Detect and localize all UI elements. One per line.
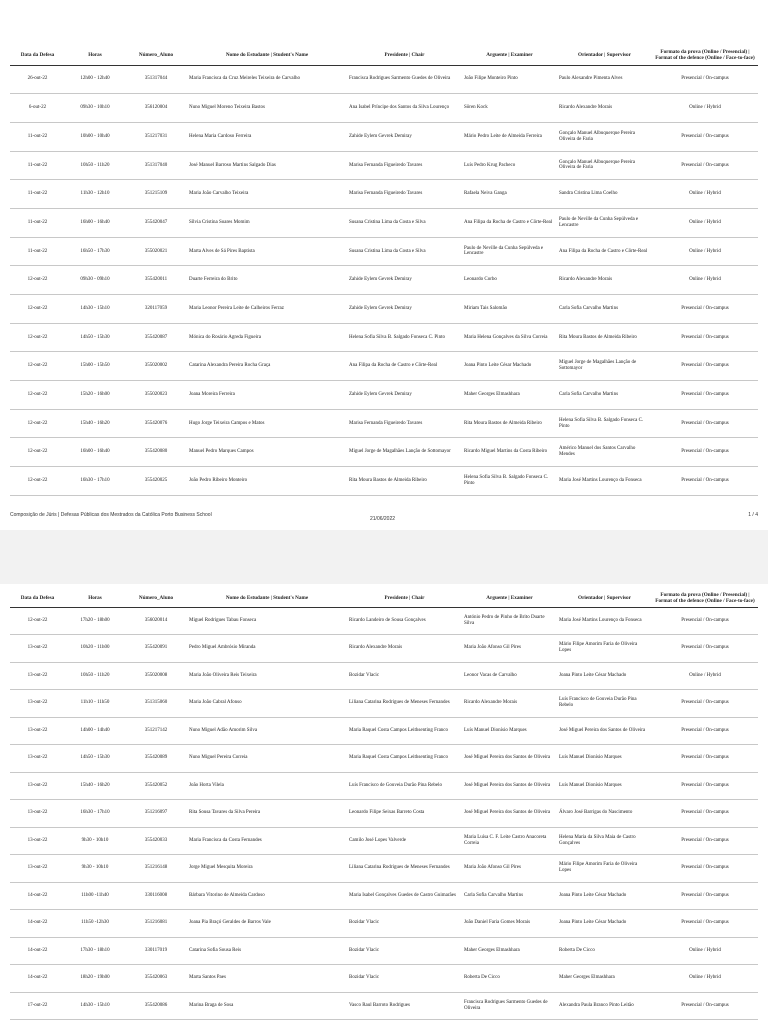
cell-student-number: 351317044 bbox=[125, 65, 187, 94]
cell-chair: Marisa Fernanda Figueiredo Tavares bbox=[347, 180, 462, 209]
cell-student-name: Sílvia Cristina Soares Momim bbox=[187, 208, 347, 237]
cell-student-name: Maria João Cabral Afonso bbox=[187, 690, 347, 718]
cell-chair: Camilo José Lopes Valverde bbox=[347, 827, 462, 855]
cell-defense-format: Online / Hybrid bbox=[652, 180, 758, 209]
cell-student-name: Miguel Rodrigues Tabau Fonseca bbox=[187, 607, 347, 635]
cell-chair: Leonardo Filipe Seixas Barreto Costa bbox=[347, 800, 462, 828]
cell-student-name: Maria Francisca da Cruz Meireles Teixeira de Carvalho bbox=[187, 65, 347, 94]
cell-examiner: Miriam Tais Salomão bbox=[462, 295, 557, 324]
cell-examiner: Maria João Afonso Gil Pires bbox=[462, 635, 557, 663]
cell-defense-date: 11-out-22 bbox=[10, 151, 65, 180]
cell-student-number: 355420052 bbox=[125, 772, 187, 800]
cell-examiner: Roberta De Cicco bbox=[462, 965, 557, 993]
cell-examiner: Maria Luísa C. F. Leite Castro Anacoreta Correia bbox=[462, 827, 557, 855]
cell-chair: Ricardo Alexandre Morais bbox=[347, 635, 462, 663]
cell-examiner: Ricardo Miguel Martins da Costa Ribeiro bbox=[462, 438, 557, 467]
cell-chair: Susana Cristina Lima da Costa e Silva bbox=[347, 208, 462, 237]
cell-defense-date: 12-out-22 bbox=[10, 266, 65, 295]
page-footer bbox=[10, 512, 758, 524]
cell-time-slot: 17h30 - 18h10 bbox=[65, 937, 125, 965]
cell-chair: Bozidar Vlacic bbox=[347, 937, 462, 965]
cell-supervisor: Mário Filipe Amorim Faria de Oliveira Lopes bbox=[557, 855, 652, 883]
cell-defense-date: 12-out-22 bbox=[10, 409, 65, 438]
cell-time-slot: 09h30 - 10h10 bbox=[65, 94, 125, 123]
cell-student-name: Mónica do Rosário Agreda Figueira bbox=[187, 323, 347, 352]
table-row bbox=[10, 882, 758, 910]
cell-student-number: 355420080 bbox=[125, 438, 187, 467]
cell-student-number: 355420033 bbox=[125, 827, 187, 855]
cell-defense-format: Presencial / On-campus bbox=[652, 800, 758, 828]
cell-examiner: Maher Georges Elmashhara bbox=[462, 937, 557, 965]
cell-student-name: Catarina Alexandra Pereira Rocha Graça bbox=[187, 352, 347, 381]
cell-time-slot: 15h00 - 15h50 bbox=[65, 352, 125, 381]
cell-student-number: 355420047 bbox=[125, 208, 187, 237]
cell-chair: Liliana Catarina Rodrigues de Meneses Fernandes bbox=[347, 690, 462, 718]
cell-time-slot: 14h50 - 15h30 bbox=[65, 745, 125, 773]
cell-time-slot: 10h20 - 11h00 bbox=[65, 635, 125, 663]
cell-student-number: 330116008 bbox=[125, 882, 187, 910]
cell-defense-format: Presencial / On-campus bbox=[652, 882, 758, 910]
cell-examiner: Rafaela Neiva Ganga bbox=[462, 180, 557, 209]
cell-examiner: João Filipe Monteiro Pinto bbox=[462, 65, 557, 94]
cell-student-name: Manuel Pedro Marques Campos bbox=[187, 438, 347, 467]
cell-student-number: 320117059 bbox=[125, 295, 187, 324]
cell-student-number: 351216081 bbox=[125, 910, 187, 938]
cell-time-slot: 15h40 - 16h20 bbox=[65, 772, 125, 800]
column-header-defense-format: Formato da prova (Online / Presencial) | Format of the defence (Online / Face-to-face) bbox=[652, 47, 758, 65]
cell-supervisor: Joana Pinto Leite César Machado bbox=[557, 662, 652, 690]
cell-defense-format: Presencial / On-campus bbox=[652, 295, 758, 324]
cell-student-number: 351216097 bbox=[125, 800, 187, 828]
footer-date: 21/06/2022 bbox=[370, 516, 396, 522]
cell-defense-format: Presencial / On-campus bbox=[652, 992, 758, 1020]
cell-supervisor: Luís Francisco de Gouveia Durão Pina Rebelo bbox=[557, 690, 652, 718]
cell-chair: Marisa Fernanda Figueiredo Tavares bbox=[347, 151, 462, 180]
cell-student-name: Nuno Miguel Adão Amorim Silva bbox=[187, 717, 347, 745]
cell-time-slot: 11h50 -12h30 bbox=[65, 910, 125, 938]
cell-chair: Zahide Eylem Gevrek Demiray bbox=[347, 295, 462, 324]
table-row bbox=[10, 180, 758, 209]
table-row bbox=[10, 208, 758, 237]
cell-student-name: Pedro Miguel Ambrósio Miranda bbox=[187, 635, 347, 663]
table-row bbox=[10, 352, 758, 381]
table-row bbox=[10, 151, 758, 180]
cell-time-slot: 15h20 - 16h00 bbox=[65, 381, 125, 410]
cell-time-slot: 14h00 - 14h40 bbox=[65, 717, 125, 745]
cell-student-name: Duarte Ferreira do Brito bbox=[187, 266, 347, 295]
cell-student-number: 355420091 bbox=[125, 635, 187, 663]
cell-time-slot: 16h30 - 17h10 bbox=[65, 467, 125, 496]
cell-defense-date: 13-out-22 bbox=[10, 855, 65, 883]
cell-time-slot: 16h30 - 17h10 bbox=[65, 800, 125, 828]
footer-title: Composição de Júris | Defesas Públicas dos Mestrados da Católica Porto Business School bbox=[10, 512, 212, 518]
column-header-chair: Presidente | Chair bbox=[347, 47, 462, 65]
cell-defense-format: Presencial / On-campus bbox=[652, 65, 758, 94]
table-row bbox=[10, 855, 758, 883]
table-row bbox=[10, 800, 758, 828]
cell-examiner: Leonardo Corbo bbox=[462, 266, 557, 295]
cell-time-slot: 11h00 -11h40 bbox=[65, 882, 125, 910]
cell-time-slot: 16h00 - 16h40 bbox=[65, 438, 125, 467]
column-header-supervisor: Orientador | Supervisor bbox=[557, 47, 652, 65]
cell-defense-format: Presencial / On-campus bbox=[652, 381, 758, 410]
cell-defense-date: 14-out-22 bbox=[10, 910, 65, 938]
table-row bbox=[10, 992, 758, 1020]
cell-defense-format: Presencial / On-campus bbox=[652, 122, 758, 151]
column-header-defense-date: Data da Defesa bbox=[10, 47, 65, 65]
cell-student-name: Marta Alves de Sá Pires Baptista bbox=[187, 237, 347, 266]
cell-examiner: Sören Kock bbox=[462, 94, 557, 123]
cell-chair: Liliana Catarina Rodrigues de Meneses Fernandes bbox=[347, 855, 462, 883]
table-row bbox=[10, 965, 758, 993]
cell-supervisor: Paulo Alexandre Pimenta Alves bbox=[557, 65, 652, 94]
cell-supervisor: Luís Manuel Dionísio Marques bbox=[557, 772, 652, 800]
table-row bbox=[10, 717, 758, 745]
cell-defense-date: 12-out-22 bbox=[10, 607, 65, 635]
cell-chair: Ana Filipa da Rocha de Castro e Côrte-Real bbox=[347, 352, 462, 381]
cell-chair: Bozidar Vlacic bbox=[347, 910, 462, 938]
cell-defense-format: Online / Hybrid bbox=[652, 208, 758, 237]
cell-defense-date: 11-out-22 bbox=[10, 180, 65, 209]
cell-examiner: Luís Manuel Dionísio Marques bbox=[462, 717, 557, 745]
cell-chair: Rita Moura Bastos de Almeida Ribeiro bbox=[347, 467, 462, 496]
cell-supervisor: Joana Pinto Leite César Machado bbox=[557, 910, 652, 938]
cell-student-name: Helena Maria Cardoso Ferreira bbox=[187, 122, 347, 151]
cell-defense-date: 17-out-22 bbox=[10, 992, 65, 1020]
cell-student-number: 355420063 bbox=[125, 965, 187, 993]
footer-page-number: 1 / 4 bbox=[748, 512, 758, 518]
cell-defense-date: 14-out-22 bbox=[10, 882, 65, 910]
cell-examiner: Leonor Vacas de Carvalho bbox=[462, 662, 557, 690]
cell-defense-date: 13-out-22 bbox=[10, 827, 65, 855]
cell-defense-date: 13-out-22 bbox=[10, 800, 65, 828]
cell-defense-format: Presencial / On-campus bbox=[652, 772, 758, 800]
cell-student-number: 356120004 bbox=[125, 94, 187, 123]
cell-student-number: 351215109 bbox=[125, 180, 187, 209]
cell-student-name: Marta Santos Paes bbox=[187, 965, 347, 993]
cell-student-number: 355020021 bbox=[125, 237, 187, 266]
column-header-defense-format: Formato da prova (Online / Presencial) | Format of the defence (Online / Face-to-face) bbox=[652, 591, 758, 607]
cell-chair: Bozidar Vlacic bbox=[347, 965, 462, 993]
cell-student-number: 355020023 bbox=[125, 381, 187, 410]
cell-time-slot: 10h50 - 11h20 bbox=[65, 662, 125, 690]
table-row bbox=[10, 122, 758, 151]
cell-supervisor: Maria José Martins Lourenço da Fonseca bbox=[557, 467, 652, 496]
cell-examiner: Maria Helena Gonçalves da Silva Correia bbox=[462, 323, 557, 352]
cell-time-slot: 9h30 - 10h10 bbox=[65, 827, 125, 855]
cell-student-number: 355420025 bbox=[125, 467, 187, 496]
cell-student-name: Bárbara Vitorino de Almeida Cardoso bbox=[187, 882, 347, 910]
cell-supervisor: Gonçalo Manuel Albuquerque Pereira Oliveira de Faria bbox=[557, 151, 652, 180]
table-row bbox=[10, 662, 758, 690]
cell-defense-date: 12-out-22 bbox=[10, 467, 65, 496]
cell-supervisor: Alexandra Paula Branco Pinto Leitão bbox=[557, 992, 652, 1020]
cell-student-name: Hugo Jorge Teixeira Campos e Matos bbox=[187, 409, 347, 438]
schedule-table bbox=[10, 591, 758, 1020]
cell-supervisor: Miguel Jorge de Magalhães Lanção de Sottomayor bbox=[557, 352, 652, 381]
cell-defense-date: 12-out-22 bbox=[10, 352, 65, 381]
cell-chair: Maria Raquel Costa Campos Leithsenting Franco bbox=[347, 745, 462, 773]
cell-defense-date: 12-out-22 bbox=[10, 381, 65, 410]
cell-chair: Miguel Jorge de Magalhães Lanção de Sottomayor bbox=[347, 438, 462, 467]
cell-supervisor: Roberta De Cicco bbox=[557, 937, 652, 965]
cell-student-name: João Pedro Ribeiro Monteiro bbox=[187, 467, 347, 496]
cell-time-slot: 16h00 - 16h40 bbox=[65, 208, 125, 237]
cell-supervisor: José Miguel Pereira dos Santos de Oliveira bbox=[557, 717, 652, 745]
table-header-row bbox=[10, 47, 758, 65]
column-header-examiner: Arguente | Examiner bbox=[462, 47, 557, 65]
cell-chair: Maria Isabel Gonçalves Guedes de Castro Guimarães bbox=[347, 882, 462, 910]
cell-student-number: 356020014 bbox=[125, 607, 187, 635]
cell-defense-format: Presencial / On-campus bbox=[652, 745, 758, 773]
cell-supervisor: Ricardo Alexandre Morais bbox=[557, 94, 652, 123]
cell-student-name: Nuno Miguel Moreno Teixeira Bastos bbox=[187, 94, 347, 123]
cell-defense-date: 6-out-22 bbox=[10, 94, 65, 123]
table-row bbox=[10, 94, 758, 123]
cell-defense-date: 13-out-22 bbox=[10, 635, 65, 663]
cell-supervisor: Sandra Cristina Lima Coelho bbox=[557, 180, 652, 209]
cell-chair: Marisa Fernanda Figueiredo Tavares bbox=[347, 409, 462, 438]
column-header-time-slot: Horas bbox=[65, 47, 125, 65]
cell-student-number: 355020002 bbox=[125, 352, 187, 381]
cell-time-slot: 14h30 - 15h10 bbox=[65, 992, 125, 1020]
cell-time-slot: 15h40 - 16h20 bbox=[65, 409, 125, 438]
cell-defense-date: 12-out-22 bbox=[10, 438, 65, 467]
table-row bbox=[10, 607, 758, 635]
column-header-student-name: Nome do Estudante | Student's Name bbox=[187, 591, 347, 607]
cell-student-name: Rita Sousa Tavares da Silva Pereira bbox=[187, 800, 347, 828]
cell-defense-format: Online / Hybrid bbox=[652, 94, 758, 123]
cell-chair: Susana Cristina Lima da Costa e Silva bbox=[347, 237, 462, 266]
cell-time-slot: 14h30 - 15h10 bbox=[65, 295, 125, 324]
cell-examiner: Helena Sofia Silva B. Salgado Fonseca C. Pinto bbox=[462, 467, 557, 496]
cell-defense-date: 13-out-22 bbox=[10, 662, 65, 690]
cell-defense-format: Presencial / On-campus bbox=[652, 690, 758, 718]
column-header-student-number: Número_Aluno bbox=[125, 591, 187, 607]
cell-time-slot: 16h50 - 17h30 bbox=[65, 237, 125, 266]
cell-examiner: Joana Pinto Leite César Machado bbox=[462, 352, 557, 381]
cell-examiner: Mário Pedro Leite de Almeida Ferreira bbox=[462, 122, 557, 151]
table-row bbox=[10, 635, 758, 663]
cell-defense-format: Presencial / On-campus bbox=[652, 352, 758, 381]
table-row bbox=[10, 266, 758, 295]
column-header-examiner: Arguente | Examiner bbox=[462, 591, 557, 607]
document-page-2 bbox=[0, 584, 768, 1024]
cell-supervisor: Américo Manuel dos Santos Carvalho Mendes bbox=[557, 438, 652, 467]
cell-defense-format: Presencial / On-campus bbox=[652, 438, 758, 467]
cell-chair: Bozidar Vlacic bbox=[347, 662, 462, 690]
cell-defense-format: Presencial / On-campus bbox=[652, 717, 758, 745]
cell-defense-format: Presencial / On-campus bbox=[652, 855, 758, 883]
cell-student-number: 351315060 bbox=[125, 690, 187, 718]
cell-examiner: Maher Georges Elmashhara bbox=[462, 381, 557, 410]
cell-time-slot: 10h00 - 10h40 bbox=[65, 122, 125, 151]
cell-student-name: Marina Braga de Sosa bbox=[187, 992, 347, 1020]
cell-supervisor: Ricardo Alexandre Morais bbox=[557, 266, 652, 295]
cell-defense-format: Presencial / On-campus bbox=[652, 151, 758, 180]
cell-supervisor: Carla Sofia Carvalho Martins bbox=[557, 381, 652, 410]
cell-defense-date: 12-out-22 bbox=[10, 323, 65, 352]
cell-examiner: Maria João Afonso Gil Pires bbox=[462, 855, 557, 883]
cell-time-slot: 11h30 - 12h10 bbox=[65, 180, 125, 209]
cell-student-name: Jorge Miguel Mesquita Moreira bbox=[187, 855, 347, 883]
cell-supervisor: Paulo de Neville da Cunha Sepúlveda e Lencastre bbox=[557, 208, 652, 237]
cell-student-number: 355420011 bbox=[125, 266, 187, 295]
cell-time-slot: 09h30 - 09h10 bbox=[65, 266, 125, 295]
cell-time-slot: 12h00 - 12h40 bbox=[65, 65, 125, 94]
cell-examiner: José Miguel Pereira dos Santos de Oliveira bbox=[462, 745, 557, 773]
cell-examiner: José Miguel Pereira dos Santos de Oliveira bbox=[462, 772, 557, 800]
table-row bbox=[10, 910, 758, 938]
table-row bbox=[10, 237, 758, 266]
table-row bbox=[10, 690, 758, 718]
table-header-row bbox=[10, 591, 758, 607]
cell-chair: Vasco Raul Barroto Rodrigues bbox=[347, 992, 462, 1020]
cell-student-number: 351217142 bbox=[125, 717, 187, 745]
cell-defense-format: Presencial / On-campus bbox=[652, 910, 758, 938]
cell-defense-format: Online / Hybrid bbox=[652, 662, 758, 690]
cell-chair: Luís Francisco de Gouveia Durão Pina Rebelo bbox=[347, 772, 462, 800]
cell-student-number: 330117019 bbox=[125, 937, 187, 965]
cell-student-name: Maria Leonor Pereira Leite de Calheiros Ferraz bbox=[187, 295, 347, 324]
cell-supervisor: Gonçalo Manuel Albuquerque Pereira Oliveira de Faria bbox=[557, 122, 652, 151]
cell-time-slot: 11h10 - 11h50 bbox=[65, 690, 125, 718]
cell-student-number: 355420087 bbox=[125, 323, 187, 352]
cell-student-name: Maria Francisca da Costa Fernandes bbox=[187, 827, 347, 855]
cell-time-slot: 14h50 - 15h30 bbox=[65, 323, 125, 352]
cell-defense-format: Presencial / On-campus bbox=[652, 607, 758, 635]
column-header-student-name: Nome do Estudante | Student's Name bbox=[187, 47, 347, 65]
table-row bbox=[10, 295, 758, 324]
cell-examiner: João Daniel Faria Gomes Morais bbox=[462, 910, 557, 938]
cell-student-number: 355020008 bbox=[125, 662, 187, 690]
table-row bbox=[10, 381, 758, 410]
cell-defense-format: Presencial / On-campus bbox=[652, 409, 758, 438]
cell-defense-format: Online / Hybrid bbox=[652, 237, 758, 266]
cell-defense-date: 14-out-22 bbox=[10, 937, 65, 965]
cell-supervisor: Mário Filipe Amorim Faria de Oliveira Lopes bbox=[557, 635, 652, 663]
cell-student-name: Maria João Oliveira Reis Teixeira bbox=[187, 662, 347, 690]
cell-defense-format: Online / Hybrid bbox=[652, 965, 758, 993]
cell-student-number: 355420089 bbox=[125, 745, 187, 773]
table-row bbox=[10, 438, 758, 467]
cell-defense-date: 11-out-22 bbox=[10, 208, 65, 237]
table-row bbox=[10, 937, 758, 965]
cell-defense-format: Presencial / On-campus bbox=[652, 827, 758, 855]
cell-defense-format: Online / Hybrid bbox=[652, 266, 758, 295]
cell-examiner: Carla Sofia Carvalho Martins bbox=[462, 882, 557, 910]
cell-student-number: 351217031 bbox=[125, 122, 187, 151]
cell-examiner: Ana Filipa da Rocha de Castro e Côrte-Real bbox=[462, 208, 557, 237]
cell-supervisor: Helena Maria da Silva Maia de Castro Gonçalves bbox=[557, 827, 652, 855]
cell-defense-date: 13-out-22 bbox=[10, 717, 65, 745]
page-separator bbox=[0, 530, 768, 584]
cell-supervisor: Rita Moura Bastos de Almeida Ribeiro bbox=[557, 323, 652, 352]
cell-defense-format: Presencial / On-campus bbox=[652, 467, 758, 496]
cell-defense-date: 13-out-22 bbox=[10, 772, 65, 800]
cell-chair: Maria Raquel Costa Campos Leithsenting Franco bbox=[347, 717, 462, 745]
defense-schedule-table-page-1 bbox=[10, 47, 758, 496]
table-row bbox=[10, 745, 758, 773]
table-row bbox=[10, 323, 758, 352]
cell-defense-date: 14-out-22 bbox=[10, 965, 65, 993]
cell-chair: Zahide Eylem Gevrek Demiray bbox=[347, 122, 462, 151]
cell-defense-date: 13-out-22 bbox=[10, 690, 65, 718]
cell-chair: Helena Sofia Silva B. Salgado Fonseca C. Pinto bbox=[347, 323, 462, 352]
cell-student-number: 355420086 bbox=[125, 992, 187, 1020]
cell-time-slot: 18h20 - 19h00 bbox=[65, 965, 125, 993]
cell-student-name: José Manuel Barroso Martins Salgado Dias bbox=[187, 151, 347, 180]
cell-examiner: Luís Pedro Krug Pacheco bbox=[462, 151, 557, 180]
column-header-supervisor: Orientador | Supervisor bbox=[557, 591, 652, 607]
cell-supervisor: Helena Sofia Silva B. Salgado Fonseca C. Pinto bbox=[557, 409, 652, 438]
column-header-time-slot: Horas bbox=[65, 591, 125, 607]
cell-supervisor: Luís Manuel Dionísio Marques bbox=[557, 745, 652, 773]
cell-time-slot: 17h20 - 18h00 bbox=[65, 607, 125, 635]
column-header-student-number: Número_Aluno bbox=[125, 47, 187, 65]
cell-time-slot: 10h50 - 11h20 bbox=[65, 151, 125, 180]
column-header-defense-date: Data da Defesa bbox=[10, 591, 65, 607]
cell-chair: Zahide Eylem Gevrek Demiray bbox=[347, 381, 462, 410]
cell-supervisor: Maria José Martins Lourenço da Fonseca bbox=[557, 607, 652, 635]
table-row bbox=[10, 772, 758, 800]
cell-chair: Ana Isabel Príncipe dos Santos da Silva Lourenço bbox=[347, 94, 462, 123]
cell-supervisor: Maher Georges Elmashhara bbox=[557, 965, 652, 993]
column-header-chair: Presidente | Chair bbox=[347, 591, 462, 607]
cell-defense-format: Presencial / On-campus bbox=[652, 635, 758, 663]
cell-time-slot: 9h30 - 10h10 bbox=[65, 855, 125, 883]
cell-student-name: Joana Moreira Ferreira bbox=[187, 381, 347, 410]
cell-student-number: 355420076 bbox=[125, 409, 187, 438]
cell-chair: Zahide Eylem Gevrek Demiray bbox=[347, 266, 462, 295]
cell-student-number: 351317040 bbox=[125, 151, 187, 180]
cell-examiner: José Miguel Pereira dos Santos de Oliveira bbox=[462, 800, 557, 828]
cell-supervisor: Álvaro José Barrigas do Nascimento bbox=[557, 800, 652, 828]
cell-supervisor: Joana Pinto Leite César Machado bbox=[557, 882, 652, 910]
cell-defense-format: Online / Hybrid bbox=[652, 937, 758, 965]
cell-examiner: Francisca Rodrigues Sarmento Guedes de Oliveira bbox=[462, 992, 557, 1020]
cell-supervisor: Carla Sofia Carvalho Martins bbox=[557, 295, 652, 324]
table-row bbox=[10, 827, 758, 855]
cell-student-name: João Horta Vilela bbox=[187, 772, 347, 800]
table-row bbox=[10, 409, 758, 438]
cell-chair: Ricardo Landeiro de Sousa Gonçalves bbox=[347, 607, 462, 635]
cell-defense-date: 12-out-22 bbox=[10, 295, 65, 324]
cell-supervisor: Ana Filipa da Rocha de Castro e Côrte-Real bbox=[557, 237, 652, 266]
table-row bbox=[10, 467, 758, 496]
cell-defense-date: 11-out-22 bbox=[10, 122, 65, 151]
cell-defense-date: 26-out-22 bbox=[10, 65, 65, 94]
cell-examiner: Paulo de Neville da Cunha Sepúlveda e Lencastre bbox=[462, 237, 557, 266]
defense-schedule-table-page-2 bbox=[10, 591, 758, 1020]
cell-student-name: Maria João Carvalho Teixeira bbox=[187, 180, 347, 209]
cell-student-name: Nuno Miguel Pereira Correia bbox=[187, 745, 347, 773]
cell-student-number: 351216148 bbox=[125, 855, 187, 883]
cell-examiner: António Pedro de Pinho de Brito Duarte Silva bbox=[462, 607, 557, 635]
cell-examiner: Rita Moura Bastos de Almeida Ribeiro bbox=[462, 409, 557, 438]
cell-defense-date: 11-out-22 bbox=[10, 237, 65, 266]
cell-student-name: Catarina Sofia Sousa Reis bbox=[187, 937, 347, 965]
cell-student-name: Joana Pia Braçó Geraldes de Barros Vale bbox=[187, 910, 347, 938]
table-row bbox=[10, 65, 758, 94]
cell-chair: Francisca Rodrigues Sarmento Guedes de Oliveira bbox=[347, 65, 462, 94]
cell-examiner: Ricardo Alexandre Morais bbox=[462, 690, 557, 718]
cell-defense-format: Presencial / On-campus bbox=[652, 323, 758, 352]
cell-defense-date: 13-out-22 bbox=[10, 745, 65, 773]
schedule-table bbox=[10, 47, 758, 496]
